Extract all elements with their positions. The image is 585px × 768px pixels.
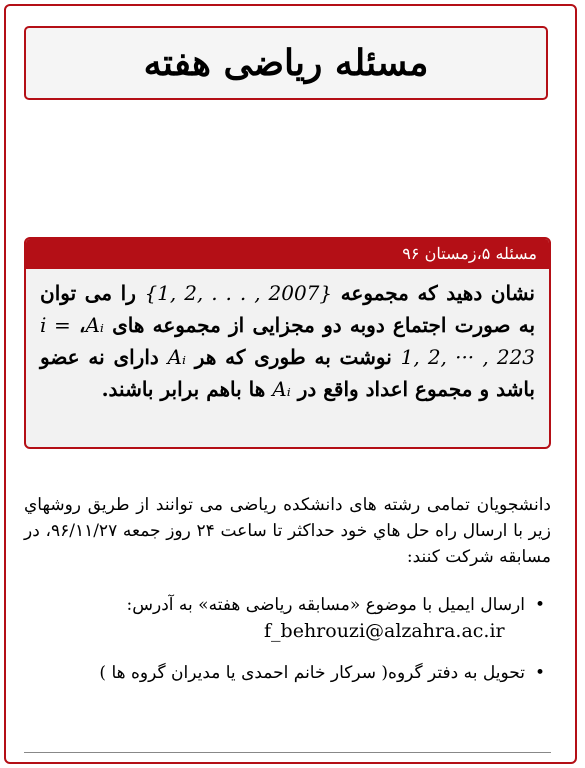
problem-text: ها باهم برابر	[160, 377, 273, 401]
submission-info: دانشجویان تمامی رشته های دانشکده ریاضی می توانند از طریق روشهاي زیر با ارسال راه حل هاي خود حداکثر تا ساعت ۲۴ روز جمعه ۹۶/۱۱/۲۷، در مسابقه شرکت کنند:	[24, 495, 551, 567]
problem-text: نشان دهید که مجموعه	[332, 281, 535, 305]
title-box	[24, 26, 548, 100]
problem-header: مسئله ۵،زمستان ۹۶	[26, 239, 549, 269]
problem-math: i = 1, 2, ··· , 223	[40, 313, 536, 369]
problem-math: Aᵢ	[272, 377, 291, 401]
bullet-icon: •	[534, 595, 545, 615]
email-address: f_behrouzi@alzahra.ac.ir	[264, 620, 505, 642]
problem-text: عضو باشد و مجموع اعداد واقع در	[40, 345, 535, 401]
bullet-icon: •	[534, 663, 545, 683]
problem-text: ،	[78, 313, 86, 337]
list-item	[24, 592, 551, 644]
method-email-text: ارسال ایمیل با موضوع «مسابقه ریاضی هفته» به آدرس:	[126, 595, 525, 615]
problem-math: Aᵢ	[85, 313, 104, 337]
method-office-text: تحویل به دفتر گروه( سرکار خانم احمدی یا مدیران گروه ها )	[99, 663, 525, 683]
submission-methods	[24, 592, 551, 702]
problem-text: صورت اجتماع دوبه دو مجزایی از مجموعه های	[103, 313, 511, 337]
problem-math: Aᵢ	[167, 345, 187, 369]
problem-math: {1, 2, . . . , 2007}	[144, 281, 333, 305]
list-item	[24, 660, 551, 686]
problem-statement	[26, 269, 549, 405]
problem-text: باشند.	[101, 377, 154, 401]
problem-box	[24, 237, 551, 449]
problem-text: نوشت به طوری که هر	[186, 345, 401, 369]
problem-text: دارای نه	[88, 345, 168, 369]
problem-text: را می توان به	[40, 281, 536, 337]
bottom-divider	[24, 752, 551, 753]
page-title: مسئله ریاضی هفته	[143, 42, 429, 84]
